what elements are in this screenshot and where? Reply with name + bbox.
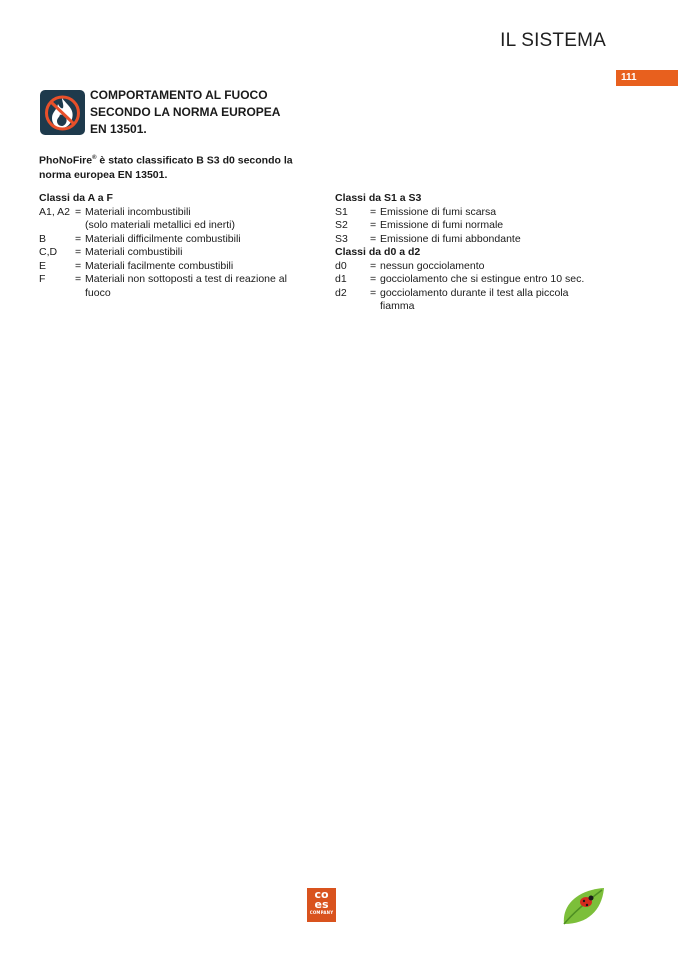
class-code: C,D [39, 246, 58, 258]
class-code [39, 287, 75, 301]
class-description: fiamma [380, 300, 415, 312]
equals-sign: = [370, 205, 377, 218]
class-row [39, 233, 309, 247]
class-code [335, 300, 370, 314]
class-row [335, 300, 605, 314]
equals-sign [370, 300, 380, 314]
classification-intro [39, 151, 314, 182]
classes-a-f-title: Classi da A a F [39, 192, 113, 204]
fire-behaviour-heading [90, 87, 280, 138]
class-description: fuoco [85, 286, 111, 299]
class-code: d2 [335, 286, 347, 299]
equals-sign: = [370, 273, 377, 285]
logo-text: COMPANY [309, 910, 334, 915]
equals-sign: = [370, 259, 377, 272]
heading-line: EN 13501. [90, 122, 147, 136]
class-row [335, 273, 605, 287]
class-code: S3 [335, 232, 348, 245]
class-row [335, 287, 605, 301]
classes-d0-d2-title: Classi da d0 a d2 [335, 246, 421, 258]
equals-sign: = [370, 219, 377, 231]
class-description: gocciolamento durante il test alla piccola [380, 286, 569, 299]
classes-s-d-block [335, 192, 605, 314]
class-row [39, 219, 309, 233]
logo-text: co [314, 888, 329, 901]
class-row [335, 206, 605, 220]
class-description: Emissione di fumi abbondante [380, 232, 521, 245]
equals-sign: = [75, 232, 82, 245]
class-row [335, 219, 605, 233]
fire-prohibited-icon [40, 90, 85, 135]
heading-line: COMPORTAMENTO AL FUOCO [90, 88, 268, 102]
classes-s1-s3-title: Classi da S1 a S3 [335, 192, 422, 204]
class-code: S2 [335, 219, 348, 231]
class-description: Materiali combustibili [85, 246, 183, 258]
equals-sign [75, 287, 85, 301]
class-code: d1 [335, 273, 347, 285]
equals-sign: = [370, 286, 377, 299]
equals-sign: = [75, 246, 82, 258]
equals-sign: = [75, 205, 82, 218]
class-description: Materiali difficilmente combustibili [85, 232, 241, 245]
class-row [39, 260, 309, 274]
registered-mark: ® [92, 155, 97, 161]
class-description: (solo materiali metallici ed inerti) [85, 219, 235, 231]
ladybug-leaf-icon [560, 884, 606, 928]
class-row [335, 260, 605, 274]
brand-name: PhoNoFire [39, 154, 93, 167]
equals-sign: = [370, 232, 377, 245]
classes-s1-s3-list [335, 206, 605, 247]
classes-d0-d2-list [335, 260, 605, 314]
class-row [39, 273, 309, 287]
classes-a-f-block [39, 192, 309, 300]
class-code: E [39, 259, 47, 272]
page-number-tab: 111 [616, 70, 678, 86]
class-code: A1, A2 [39, 205, 70, 218]
class-description: Materiali incombustibili [85, 205, 191, 218]
class-description: Emissione di fumi scarsa [380, 205, 497, 218]
class-row [39, 206, 309, 220]
equals-sign [75, 219, 85, 233]
intro-text: norma europea EN 13501. [39, 168, 168, 181]
heading-line: SECONDO LA NORMA EUROPEA [90, 105, 281, 119]
classes-a-f-list [39, 206, 309, 301]
class-row [335, 233, 605, 247]
section-title: IL SISTEMA [500, 30, 606, 51]
class-description: nessun gocciolamento [380, 259, 485, 272]
class-description: gocciolamento che si estingue entro 10 sec. [380, 273, 585, 285]
class-code: B [39, 232, 47, 245]
logo-text: es [314, 898, 329, 911]
class-row [39, 246, 309, 260]
intro-text: è stato classificato B S3 d0 secondo la [96, 154, 293, 167]
equals-sign: = [75, 259, 82, 272]
class-code [39, 219, 75, 233]
class-code: S1 [335, 205, 348, 218]
class-description: Materiali non sottoposti a test di reazione al [85, 273, 287, 285]
coes-company-logo [307, 888, 336, 922]
equals-sign: = [75, 273, 82, 285]
class-code: F [39, 273, 46, 285]
class-description: Materiali facilmente combustibili [85, 259, 234, 272]
class-row [39, 287, 309, 301]
class-description: Emissione di fumi normale [380, 219, 504, 231]
class-code: d0 [335, 259, 347, 272]
